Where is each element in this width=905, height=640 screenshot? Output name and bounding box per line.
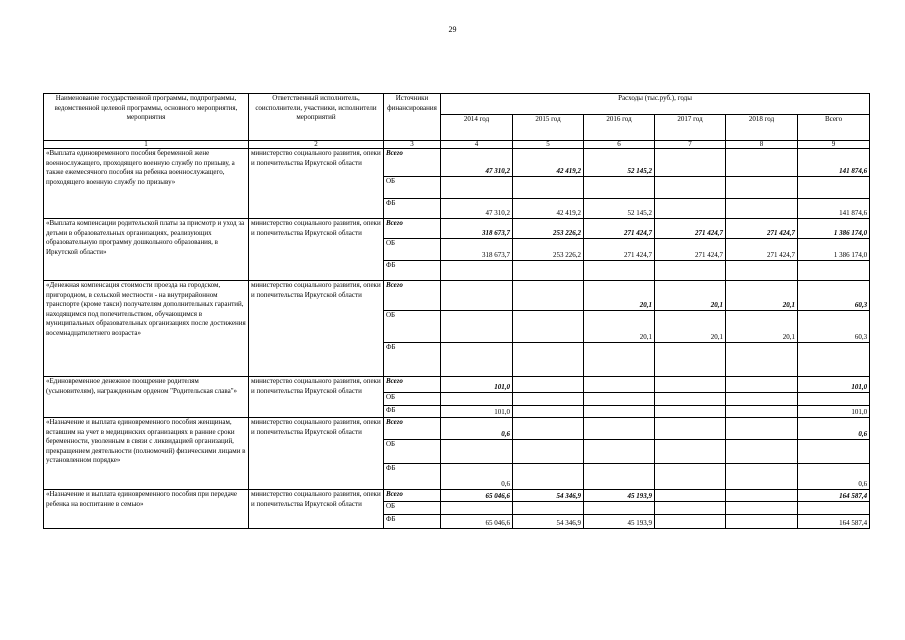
expenses-table — [43, 93, 870, 529]
value-cell — [441, 393, 513, 406]
funding-source-total: Всего — [384, 281, 441, 311]
table-row-total — [44, 490, 870, 502]
value-cell: 45 193,9 — [584, 515, 655, 529]
responsible-executor: министерство социального развития, опеки и попечительства Иркутской области — [249, 281, 384, 377]
header-year: 2017 год — [655, 115, 726, 141]
value-total-cell: 141 874,6 — [798, 199, 870, 219]
value-total-cell: 164 587,4 — [798, 515, 870, 529]
value-cell: 54 346,9 — [513, 515, 584, 529]
value-total-cell — [798, 177, 870, 199]
header-year: 2015 год — [513, 115, 584, 141]
header-year: 2016 год — [584, 115, 655, 141]
value-cell — [513, 464, 584, 490]
value-total-cell: 1 386 174,0 — [798, 239, 870, 261]
program-name: «Денежная компенсация стоимости проезда на городском, пригородном, в сельской местности - на внутрирайонном транспорте (кроме такси) получателям дополнительных гарантий, находящимся под попечительством, обучающимся в муниципальных образовательных организациях после достижения восемнадцатилетнего возраста» — [44, 281, 249, 377]
program-name: «Выплата единовременного пособия беременной жене военнослужащего, проходящего военную службу по призыву, а также ежемесячного пособия на ребенка военнослужащего, проходящего военную службу по призыву» — [44, 149, 249, 219]
value-cell — [584, 177, 655, 199]
value-cell — [441, 311, 513, 343]
header-source: Источники финансирования — [384, 94, 441, 141]
value-total-cell: 60,3 — [798, 281, 870, 311]
funding-source-ob: ОБ — [384, 177, 441, 199]
value-cell: 0,6 — [441, 464, 513, 490]
value-cell — [513, 440, 584, 464]
funding-source-fb: ФБ — [384, 261, 441, 281]
value-cell — [584, 261, 655, 281]
value-cell — [513, 343, 584, 377]
value-cell — [655, 261, 726, 281]
value-cell — [655, 440, 726, 464]
value-cell: 101,0 — [441, 377, 513, 393]
value-cell — [726, 177, 798, 199]
value-cell: 253 226,2 — [513, 219, 584, 239]
value-cell — [513, 393, 584, 406]
header-year: 2014 год — [441, 115, 513, 141]
value-cell — [655, 377, 726, 393]
value-cell: 20,1 — [655, 281, 726, 311]
value-cell — [513, 502, 584, 515]
value-cell — [584, 440, 655, 464]
value-cell — [584, 393, 655, 406]
value-cell — [584, 502, 655, 515]
value-cell — [513, 177, 584, 199]
value-cell — [726, 406, 798, 418]
value-cell: 271 424,7 — [726, 219, 798, 239]
value-cell: 271 424,7 — [655, 219, 726, 239]
value-cell: 253 226,2 — [513, 239, 584, 261]
header-total: Всего — [798, 115, 870, 141]
funding-source-fb: ФБ — [384, 464, 441, 490]
column-number: 3 — [384, 141, 441, 149]
value-cell — [655, 418, 726, 440]
value-cell — [513, 377, 584, 393]
funding-source-fb: ФБ — [384, 406, 441, 418]
value-cell: 45 193,9 — [584, 490, 655, 502]
responsible-executor: министерство социального развития, опеки и попечительства Иркутской области — [249, 219, 384, 281]
value-cell — [726, 261, 798, 281]
responsible-executor: министерство социального развития, опеки и попечительства Иркутской области — [249, 377, 384, 418]
value-cell — [584, 418, 655, 440]
funding-source-fb: ФБ — [384, 199, 441, 219]
value-cell — [441, 261, 513, 281]
program-name: «Единовременное денежное поощрение родителям (усыновителям), награжденным орденом "Родительская слава"» — [44, 377, 249, 418]
value-cell: 52 145,2 — [584, 149, 655, 177]
value-cell — [584, 343, 655, 377]
value-total-cell: 141 874,6 — [798, 149, 870, 177]
value-cell — [655, 502, 726, 515]
value-cell: 20,1 — [726, 281, 798, 311]
program-name: «Назначение и выплата единовременного пособия при передаче ребенка на воспитание в семью» — [44, 490, 249, 529]
column-number: 9 — [798, 141, 870, 149]
value-cell — [655, 343, 726, 377]
value-cell: 20,1 — [726, 311, 798, 343]
value-cell: 271 424,7 — [584, 239, 655, 261]
value-cell: 47 310,2 — [441, 149, 513, 177]
value-total-cell: 1 386 174,0 — [798, 219, 870, 239]
value-cell — [726, 418, 798, 440]
funding-source-total: Всего — [384, 418, 441, 440]
value-total-cell: 101,0 — [798, 406, 870, 418]
value-cell — [441, 343, 513, 377]
responsible-executor: министерство социального развития, опеки и попечительства Иркутской области — [249, 418, 384, 490]
value-cell — [726, 377, 798, 393]
column-number: 5 — [513, 141, 584, 149]
value-cell: 101,0 — [441, 406, 513, 418]
responsible-executor: министерство социального развития, опеки и попечительства Иркутской области — [249, 490, 384, 529]
header-responsible: Ответственный исполнитель, соисполнители, участники, исполнители мероприятий — [249, 94, 384, 141]
column-number: 1 — [44, 141, 249, 149]
funding-source-fb: ФБ — [384, 515, 441, 529]
value-cell — [441, 502, 513, 515]
value-cell: 271 424,7 — [726, 239, 798, 261]
value-cell — [655, 406, 726, 418]
column-number: 8 — [726, 141, 798, 149]
value-cell: 42 419,2 — [513, 149, 584, 177]
column-number: 7 — [655, 141, 726, 149]
value-cell — [726, 502, 798, 515]
value-cell — [513, 261, 584, 281]
funding-source-total: Всего — [384, 490, 441, 502]
value-total-cell — [798, 502, 870, 515]
value-cell — [655, 464, 726, 490]
program-name: «Назначение и выплата единовременного пособия женщинам, вставшим на учет в медицинских организациях в ранние сроки беременности, уволенным в связи с ликвидацией организаций, прекращением деятельности (полномочий) физическими лицами в установленном порядке» — [44, 418, 249, 490]
value-cell — [513, 311, 584, 343]
table-row-total — [44, 149, 870, 177]
funding-source-total: Всего — [384, 219, 441, 239]
funding-source-ob: ОБ — [384, 502, 441, 515]
program-name: «Выплата компенсации родительской платы за присмотр и уход за детьми в образовательных организациях, реализующих образовательную программу дошкольного образования, в Иркутской области» — [44, 219, 249, 281]
funding-source-ob: ОБ — [384, 440, 441, 464]
value-cell — [655, 149, 726, 177]
value-cell — [726, 393, 798, 406]
value-cell: 318 673,7 — [441, 219, 513, 239]
value-cell — [726, 464, 798, 490]
page-number: 29 — [448, 25, 457, 34]
value-cell: 271 424,7 — [655, 239, 726, 261]
table-row-total — [44, 418, 870, 440]
funding-source-ob: ОБ — [384, 239, 441, 261]
value-cell — [726, 343, 798, 377]
value-cell: 47 310,2 — [441, 199, 513, 219]
column-number: 6 — [584, 141, 655, 149]
column-number: 4 — [441, 141, 513, 149]
value-cell: 20,1 — [655, 311, 726, 343]
value-cell — [726, 199, 798, 219]
table-row-total — [44, 281, 870, 311]
value-cell — [726, 440, 798, 464]
value-cell — [655, 177, 726, 199]
table-row-total — [44, 377, 870, 393]
value-cell: 318 673,7 — [441, 239, 513, 261]
value-total-cell: 164 587,4 — [798, 490, 870, 502]
value-cell — [584, 406, 655, 418]
value-cell — [513, 406, 584, 418]
value-total-cell: 0,6 — [798, 464, 870, 490]
value-cell — [726, 490, 798, 502]
value-cell: 54 346,9 — [513, 490, 584, 502]
value-cell — [726, 515, 798, 529]
value-total-cell — [798, 393, 870, 406]
responsible-executor: министерство социального развития, опеки и попечительства Иркутской области — [249, 149, 384, 219]
value-cell — [726, 149, 798, 177]
funding-source-ob: ОБ — [384, 393, 441, 406]
value-cell: 0,6 — [441, 418, 513, 440]
funding-source-ob: ОБ — [384, 311, 441, 343]
value-cell — [441, 281, 513, 311]
value-cell — [655, 199, 726, 219]
value-cell: 65 046,6 — [441, 515, 513, 529]
value-cell — [655, 393, 726, 406]
funding-source-fb: ФБ — [384, 343, 441, 377]
value-cell — [584, 377, 655, 393]
value-cell: 20,1 — [584, 311, 655, 343]
value-cell — [441, 440, 513, 464]
value-cell — [584, 464, 655, 490]
value-cell: 20,1 — [584, 281, 655, 311]
value-total-cell — [798, 343, 870, 377]
value-cell — [513, 281, 584, 311]
header-year: 2018 год — [726, 115, 798, 141]
value-cell: 271 424,7 — [584, 219, 655, 239]
value-cell: 42 419,2 — [513, 199, 584, 219]
value-cell: 65 046,6 — [441, 490, 513, 502]
value-cell — [655, 490, 726, 502]
funding-source-total: Всего — [384, 149, 441, 177]
value-cell: 52 145,2 — [584, 199, 655, 219]
value-total-cell: 60,3 — [798, 311, 870, 343]
funding-source-total: Всего — [384, 377, 441, 393]
value-total-cell: 0,6 — [798, 418, 870, 440]
table-row-total — [44, 219, 870, 239]
value-cell — [655, 515, 726, 529]
column-number: 2 — [249, 141, 384, 149]
value-total-cell — [798, 440, 870, 464]
value-total-cell: 101,0 — [798, 377, 870, 393]
value-total-cell — [798, 261, 870, 281]
header-expenses: Расходы (тыс.руб.), годы — [441, 94, 870, 115]
value-cell — [513, 418, 584, 440]
column-numbers-row — [44, 141, 870, 149]
value-cell — [441, 177, 513, 199]
header-name: Наименование государственной программы, подпрограммы, ведомственной целевой программы, основного мероприятия, мероприятия — [44, 94, 249, 141]
